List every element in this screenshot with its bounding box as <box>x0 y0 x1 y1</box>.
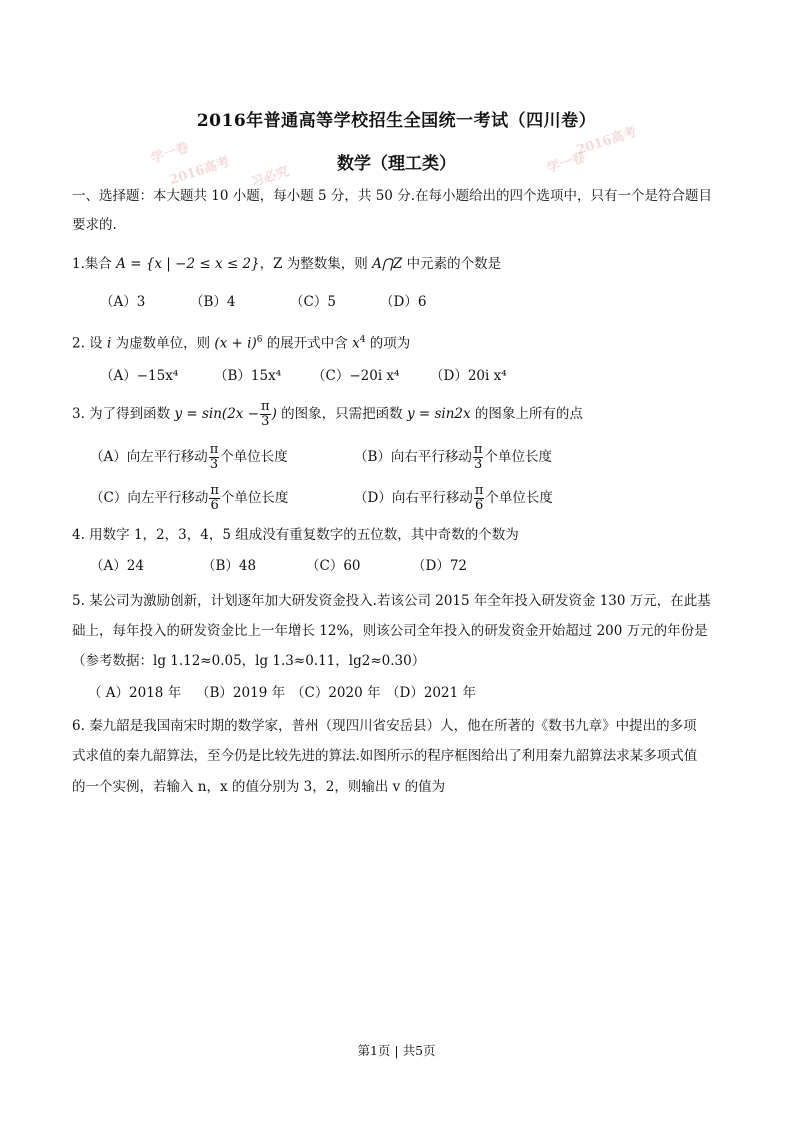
math-exponent: 6 <box>256 335 263 345</box>
option-c: （C）−20i x⁴ <box>312 368 400 384</box>
question-2 <box>72 330 410 354</box>
question-text: 1.集合 <box>72 256 117 272</box>
exam-title: 2016年普通高等学校招生全国统一考试（四川卷） <box>196 111 597 131</box>
option-c: （C）向左平行移动 $\frac{\pi}{6}$ 个单位长度 <box>90 483 289 513</box>
option-d: （D）72 <box>412 558 468 574</box>
option-b: （B）48 <box>202 558 257 574</box>
option-a: （A）向左平行移动 $\frac{\pi}{3}$ 个单位长度 <box>90 442 288 472</box>
page-footer: 第1页 | 共5页 <box>357 1043 436 1058</box>
option-d: （D）2021 年 <box>386 685 476 701</box>
math-exponent: 4 <box>359 335 366 345</box>
question-text: 3. 为了得到函数 <box>72 406 175 422</box>
question-text: 中元素的个数是 <box>402 256 502 272</box>
option-a: （A）3 <box>100 294 146 310</box>
question-text: 的项为 <box>365 335 411 352</box>
question-text: 的图象上所有的点 <box>470 406 583 422</box>
option-c: （C）2020 年 <box>291 685 381 701</box>
exam-subtitle: 数学（理工类） <box>337 154 456 174</box>
question-5: 础上，每年投入的研发资金比上一年增长 12%，则该公司全年投入的研发资金开始超过 200 万元的年份是 <box>72 623 708 639</box>
math-expr: (x + i) <box>214 335 257 352</box>
math-term: x <box>352 335 360 352</box>
option-a: （A）−15x⁴ <box>100 368 179 384</box>
watermark-text: 习必究 <box>249 164 291 191</box>
option-b: （B）2019 年 <box>196 685 286 701</box>
question-text: ，Z 为整数集，则 <box>259 256 373 272</box>
question-text: 的图象，只需把函数 <box>276 406 407 422</box>
option-d: （D）6 <box>380 294 427 310</box>
watermark-text: 2016高考 <box>574 124 639 159</box>
math-intersection: A⋂Z <box>372 256 403 272</box>
question-1 <box>72 254 501 274</box>
math-func: y = sin2x <box>406 406 471 422</box>
watermark-text: 学一卷 <box>149 140 191 167</box>
question-text: 2. 设 <box>72 335 107 352</box>
question-text: 的展开式中含 <box>262 335 353 352</box>
question-5: 5. 某公司为激励创新，计划逐年加大研发资金投入.若该公司 2015 年全年投入研发资金 130 万元，在此基 <box>72 593 711 609</box>
option-a: （ A）2018 年 <box>88 685 182 701</box>
question-4: 4. 用数字 1，2，3，4，5 组成没有重复数字的五位数，其中奇数的个数为 <box>72 527 519 543</box>
question-6: 式求值的秦九韶算法，至今仍是比较先进的算法.如图所示的程序框图给出了利用秦九韶算法求某多项式值 <box>72 748 698 764</box>
question-text: 为虚数单位，则 <box>111 335 215 352</box>
math-fraction: $\frac{\pi}{3}$ <box>261 399 270 429</box>
question-6: 6. 秦九韶是我国南宋时期的数学家，普州（现四川省安岳县）人，他在所著的《数书九章》中提出的多项 <box>72 718 697 734</box>
option-c: （C）5 <box>290 294 336 310</box>
question-3 <box>72 400 583 429</box>
option-c: （C）60 <box>306 558 361 574</box>
section-intro: 一、选择题：本大题共 10 小题，每小题 5 分，共 50 分.在每小题给出的四个选项中，只有一个是符合题目 <box>72 188 712 204</box>
math-set: A = {x | −2 ≤ x ≤ 2} <box>116 256 260 272</box>
math-func: ) <box>271 406 277 422</box>
watermark-text: 学一卷 <box>545 150 587 177</box>
option-a: （A）24 <box>90 558 144 574</box>
math-i: i <box>106 335 112 352</box>
option-b: （B）15x⁴ <box>214 368 282 384</box>
question-5: （参考数据：lg 1.12≈0.05，lg 1.3≈0.11，lg2≈0.30） <box>72 653 426 669</box>
option-b: （B）4 <box>190 294 236 310</box>
math-func: y = sin(2x − <box>174 406 260 422</box>
option-d: （D）向右平行移动 $\frac{\pi}{6}$ 个单位长度 <box>354 483 553 513</box>
question-6: 的一个实例，若输入 n，x 的值分别为 3，2，则输出 v 的值为 <box>72 779 446 795</box>
watermark-text: 2016高考 <box>167 154 232 189</box>
option-d: （D）20i x⁴ <box>430 368 507 384</box>
section-intro: 要求的. <box>72 217 117 233</box>
option-b: （B）向右平行移动 $\frac{\pi}{3}$ 个单位长度 <box>354 442 552 472</box>
